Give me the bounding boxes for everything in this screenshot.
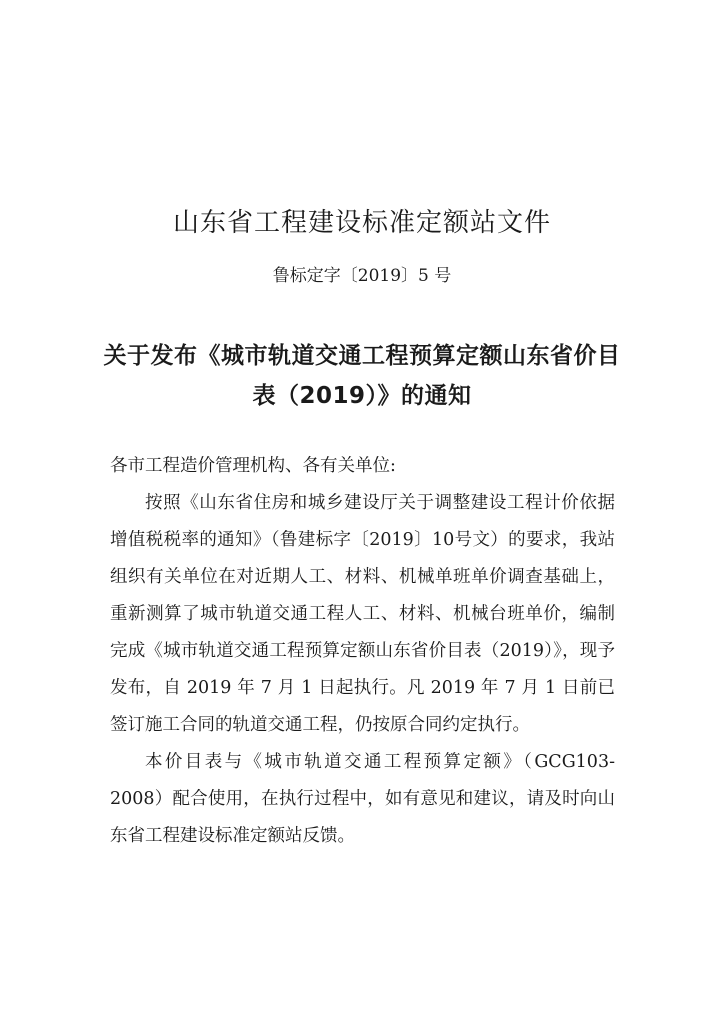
document-body — [110, 448, 615, 855]
document-title: 关于发布《城市轨道交通工程预算定额山东省价目表（2019）》的通知 — [103, 343, 621, 409]
paragraph-2: 本价目表与《城市轨道交通工程预算定额》（GCG103-2008）配合使用，在执行过程中，如有意见和建议，请及时向山东省工程建设标准定额站反馈。 — [110, 752, 615, 846]
paragraph-1: 按照《山东省住房和城乡建设厅关于调整建设工程计价依据增值税税率的通知》（鲁建标字〔2019〕10号文）的要求，我站组织有关单位在对近期人工、材料、机械单班单价调查基础上，重新测算了城市轨道交通工程人工、材料、机械台班单价，编制完成《城市轨道交通工程预算定额山东省价目表（2019）》，现予发布，自 2019 年 7 月 1 日起执行。凡 2019 年 7 月 1 日前已签订施工合同的轨道交通工程，仍按原合同约定执行。 — [110, 493, 615, 735]
salutation: 各市工程造价管理机构、各有关单位: — [110, 456, 396, 476]
issuer-header: 山东省工程建设标准定额站文件 — [172, 208, 551, 238]
document-number: 鲁标定字〔2019〕5 号 — [272, 266, 452, 286]
